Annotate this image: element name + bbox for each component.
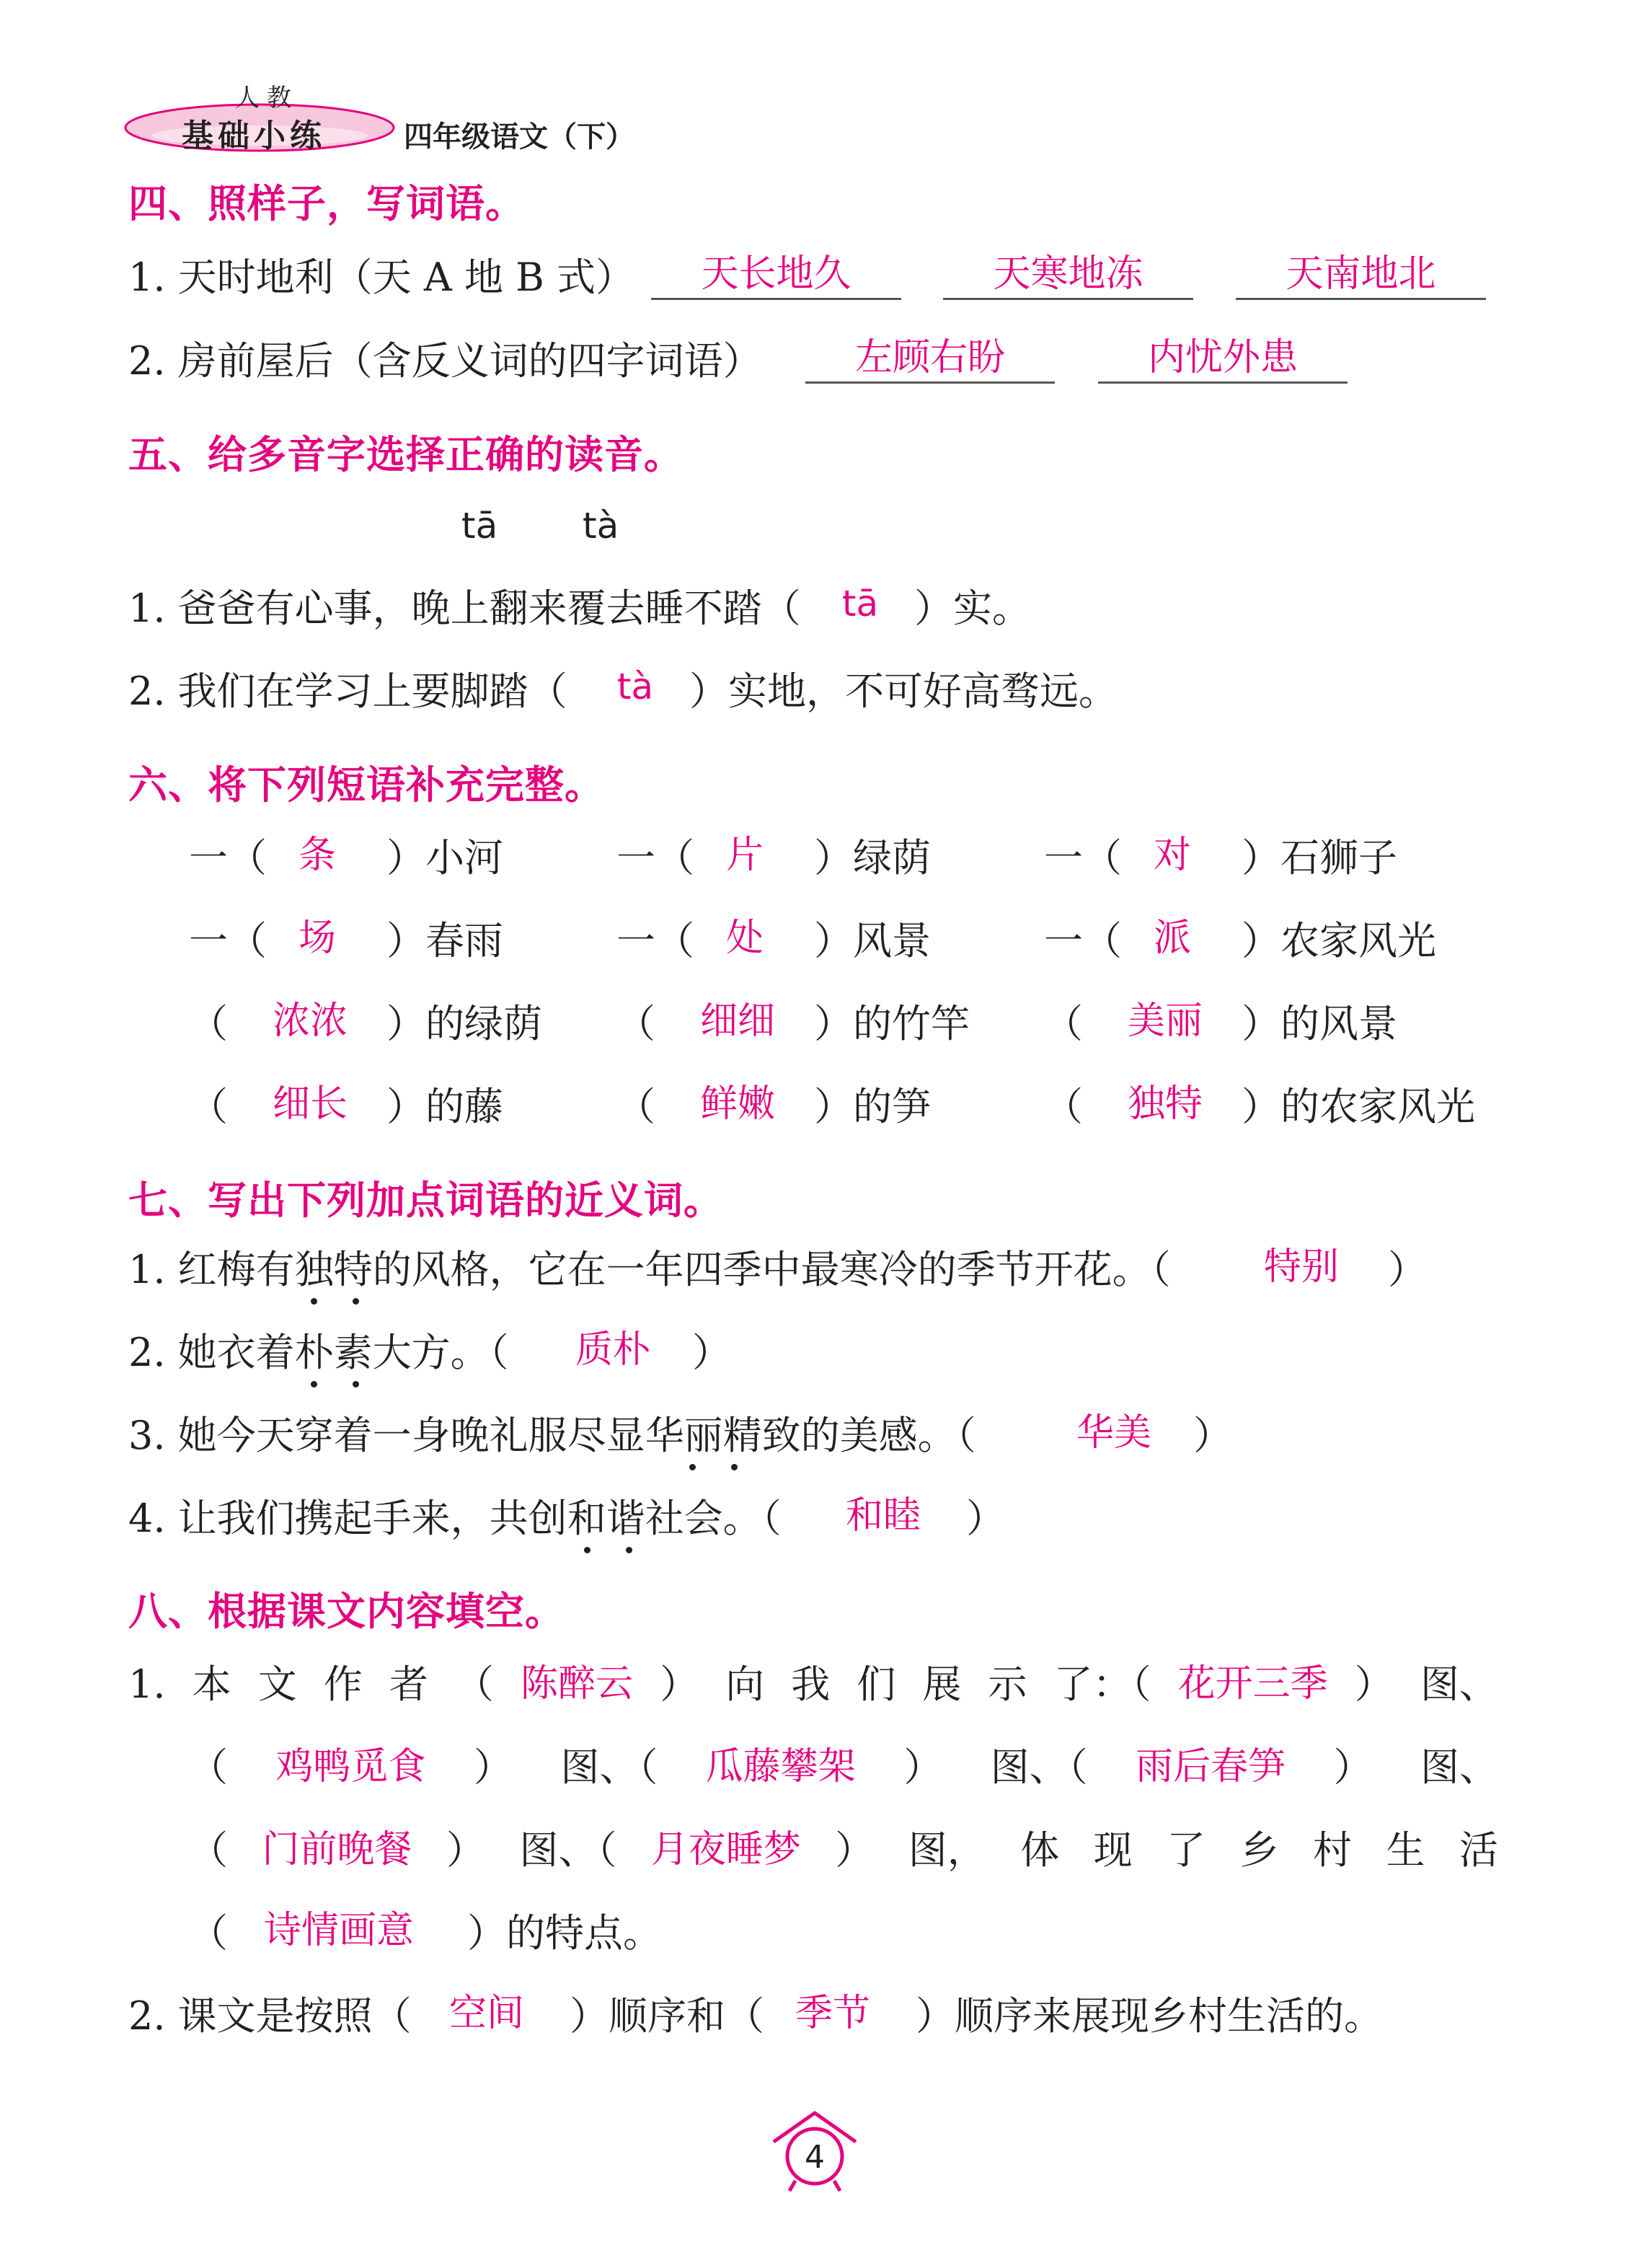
s8-q1-l1-token: 了：（ bbox=[1053, 1662, 1151, 1707]
s8-q1-l2-token: 图、（ bbox=[560, 1744, 658, 1790]
s6-r4-c3-answer: 独特 bbox=[1127, 1082, 1203, 1126]
s8-q1-l3-token: ） bbox=[835, 1827, 875, 1873]
s6-r4-c2-pre: （ bbox=[616, 1084, 655, 1129]
s7-q2-dotted-word: 朴素 bbox=[294, 1330, 373, 1375]
section-7-title: 七、写出下列加点词语的近义词。 bbox=[128, 1178, 723, 1223]
s7-q2-before: 2. 她衣着 bbox=[128, 1330, 295, 1375]
s6-r4-c2-answer: 鲜嫩 bbox=[699, 1082, 775, 1126]
s6-r4-c1-post: ）的藤 bbox=[386, 1084, 503, 1129]
s6-r3-c1-post: ）的绿荫 bbox=[386, 1001, 542, 1046]
s8-q1-l2-token: ） bbox=[473, 1744, 513, 1790]
s8-q1-l1-token: ） bbox=[1354, 1662, 1394, 1707]
emphasis-dot bbox=[353, 1298, 359, 1305]
s8-q1-l2-token: （ bbox=[189, 1744, 228, 1790]
page-number: 4 bbox=[805, 2139, 825, 2176]
s8-q1-answer-picture-4: 雨后春笋 bbox=[1136, 1745, 1286, 1788]
answer-line bbox=[805, 381, 1055, 384]
s6-r3-c2-post: ）的竹竿 bbox=[814, 1001, 970, 1046]
publisher-label: 人教 bbox=[235, 84, 298, 112]
s4-q1-answer-2: 天寒地冻 bbox=[993, 252, 1143, 296]
s8-q1-line-1 bbox=[128, 1662, 1498, 1707]
emphasis-dot bbox=[584, 1547, 590, 1553]
s6-r1-c2-pre: 一（ bbox=[616, 835, 694, 881]
s8-q1-line-3 bbox=[189, 1827, 1498, 1873]
s7-q4-answer: 和睦 bbox=[845, 1494, 921, 1537]
s7-q4-before: 4. 让我们携起手来，共创 bbox=[128, 1496, 567, 1541]
s6-r3-c1-answer: 浓浓 bbox=[272, 1000, 348, 1043]
s6-r1-c1-pre: 一（ bbox=[189, 835, 267, 881]
s6-r2-c1-answer: 场 bbox=[298, 917, 336, 960]
s4-q2-answer-2: 内忧外患 bbox=[1147, 336, 1298, 379]
s8-q2-answer-1: 空间 bbox=[448, 1992, 524, 2035]
s7-q2-close: ） bbox=[692, 1330, 731, 1375]
s6-r1-c2-answer: 片 bbox=[725, 834, 764, 877]
s4-q2-answer-1: 左顾右盼 bbox=[854, 336, 1005, 379]
s8-q1-l1-token: 本 bbox=[192, 1662, 231, 1707]
answer-line bbox=[1098, 381, 1348, 384]
s7-q4-dotted-word: 和谐 bbox=[567, 1496, 645, 1541]
s7-q3-close: ） bbox=[1193, 1413, 1232, 1458]
emphasis-dot bbox=[731, 1464, 738, 1470]
s6-r2-c2-pre: 一（ bbox=[616, 918, 694, 963]
s5-q1-text-after: ）实。 bbox=[914, 586, 1031, 631]
s8-q2-text-b: ）顺序和（ bbox=[570, 1993, 764, 2039]
s8-q1-l4-pre: （ bbox=[189, 1910, 228, 1956]
s8-q1-l3-token: ） bbox=[446, 1827, 485, 1873]
s6-r4-c1-pre: （ bbox=[189, 1084, 228, 1129]
s7-q2-line bbox=[128, 1330, 509, 1375]
s8-q1-l1-token: 1. bbox=[128, 1662, 166, 1707]
s6-r1-c3-pre: 一（ bbox=[1044, 835, 1122, 881]
s4-q1-answer-3: 天南地北 bbox=[1286, 252, 1436, 296]
s6-r4-c2-post: ）的笋 bbox=[814, 1084, 931, 1129]
s8-q1-answer-picture-3: 瓜藤攀架 bbox=[705, 1745, 856, 1788]
s8-q1-l2-token: 图、（ bbox=[990, 1744, 1088, 1790]
s6-r1-c3-answer: 对 bbox=[1153, 834, 1191, 877]
s5-q2-text-after: ）实地，不可好高骛远。 bbox=[689, 669, 1118, 714]
s8-q1-l1-token: 示 bbox=[988, 1662, 1027, 1707]
emphasis-dot bbox=[311, 1298, 317, 1305]
answer-line bbox=[1236, 298, 1486, 300]
s6-r1-c2-post: ）绿荫 bbox=[814, 835, 931, 881]
s6-r4-c3-pre: （ bbox=[1044, 1084, 1083, 1129]
s7-q3-line bbox=[128, 1413, 976, 1458]
pinyin-option-2: tà bbox=[583, 505, 619, 547]
s8-q1-l1-token: 我 bbox=[791, 1662, 831, 1707]
s8-q1-answer-picture-2: 鸡鸭觅食 bbox=[275, 1745, 426, 1788]
s8-q1-l1-token: 们 bbox=[857, 1662, 896, 1707]
s6-r2-c3-answer: 派 bbox=[1153, 917, 1191, 960]
s4-q2-prompt: 2. 房前屋后（含反义词的四字词语） bbox=[128, 338, 762, 384]
s6-r1-c3-post: ）石狮子 bbox=[1242, 835, 1397, 881]
s5-q2-text-before: 2. 我们在学习上要脚踏（ bbox=[128, 669, 567, 714]
s6-r2-c2-post: ）风景 bbox=[814, 918, 931, 963]
s6-r3-c3-post: ）的风景 bbox=[1242, 1001, 1397, 1046]
answer-line bbox=[943, 298, 1193, 300]
s8-q1-l2-token: ） bbox=[1333, 1744, 1373, 1790]
s6-r1-c1-post: ）小河 bbox=[386, 835, 503, 881]
s8-q1-l3-token: 活 bbox=[1459, 1827, 1498, 1873]
s8-q1-l3-token: 生 bbox=[1386, 1827, 1425, 1873]
s6-r3-c1-pre: （ bbox=[189, 1001, 228, 1046]
s8-q1-l1-token: 图、 bbox=[1420, 1662, 1498, 1707]
s6-r2-c3-pre: 一（ bbox=[1044, 918, 1122, 963]
s5-q1-text-before: 1. 爸爸有心事，晚上翻来覆去睡不踏（ bbox=[128, 586, 801, 631]
s7-q4-close: ） bbox=[966, 1496, 1005, 1541]
s8-q1-l1-token: 展 bbox=[922, 1662, 962, 1707]
s6-r3-c2-pre: （ bbox=[616, 1001, 655, 1046]
s6-r4-c3-post: ）的农家风光 bbox=[1242, 1084, 1475, 1129]
s6-r3-c3-answer: 美丽 bbox=[1127, 1000, 1203, 1043]
s7-q2-answer: 质朴 bbox=[575, 1328, 650, 1372]
s8-q1-l4-post: ）的特点。 bbox=[467, 1910, 662, 1956]
s5-q1-answer: tā bbox=[841, 583, 879, 625]
s8-q1-answer-author: 陈醉云 bbox=[521, 1662, 634, 1706]
s5-q2-answer: tà bbox=[616, 666, 654, 707]
s7-q3-after: 精致的美感。（ bbox=[722, 1413, 976, 1458]
s7-q1-dotted-word: 独特 bbox=[294, 1247, 373, 1292]
s8-q1-answer-picture-5: 门前晚餐 bbox=[262, 1828, 412, 1871]
s7-q3-answer: 华美 bbox=[1076, 1411, 1151, 1455]
s7-q1-before: 1. 红梅有 bbox=[128, 1247, 295, 1292]
s8-q1-l1-token: 者 bbox=[389, 1662, 428, 1707]
s4-q1-answer-1: 天长地久 bbox=[701, 252, 851, 296]
s7-q3-before: 3. 她今天穿着一身晚礼服尽显 bbox=[128, 1413, 645, 1458]
s8-q1-l3-token: 体 bbox=[1020, 1827, 1060, 1873]
s8-q1-l3-token: 村 bbox=[1313, 1827, 1353, 1873]
s6-r2-c3-post: ）农家风光 bbox=[1242, 918, 1436, 963]
s8-q1-l1-token: （ bbox=[454, 1662, 494, 1707]
emphasis-dot bbox=[626, 1547, 632, 1553]
s8-q1-l1-token: 向 bbox=[725, 1662, 765, 1707]
s8-q1-l3-token: 图， bbox=[908, 1827, 986, 1873]
s7-q1-line bbox=[128, 1247, 1171, 1292]
s8-q1-l3-token: （ bbox=[189, 1827, 228, 1873]
s8-q1-l3-token: 乡 bbox=[1239, 1827, 1279, 1873]
s8-q1-answer-feature: 诗情画意 bbox=[263, 1909, 414, 1952]
s8-q1-l1-token: 文 bbox=[257, 1662, 297, 1707]
s8-q1-answer-picture-1: 花开三季 bbox=[1177, 1662, 1328, 1706]
series-title: 基础小练 bbox=[182, 118, 326, 154]
answer-line bbox=[651, 298, 901, 300]
emphasis-dot bbox=[311, 1381, 317, 1387]
s8-q1-l3-token: 了 bbox=[1167, 1827, 1206, 1873]
section-5-title: 五、给多音字选择正确的读音。 bbox=[128, 432, 684, 477]
s8-q1-l1-token: 作 bbox=[323, 1662, 363, 1707]
s7-q4-after: 社会。（ bbox=[645, 1496, 782, 1541]
grade-subject: 四年级语文（下） bbox=[404, 120, 634, 154]
s8-q1-l3-token: 图、（ bbox=[519, 1827, 617, 1873]
emphasis-dot bbox=[353, 1381, 359, 1387]
s4-q1-prompt: 1. 天时地利（天 A 地 B 式） bbox=[128, 255, 635, 300]
s8-q1-answer-picture-6: 月夜睡梦 bbox=[650, 1828, 801, 1871]
s7-q1-after: 的风格，它在一年四季中最寒冷的季节开花。（ bbox=[372, 1247, 1171, 1292]
s7-q2-after: 大方。（ bbox=[372, 1330, 509, 1375]
s7-q3-dotted-word: 华丽 bbox=[645, 1413, 723, 1458]
s6-r4-c1-answer: 细长 bbox=[272, 1082, 348, 1126]
s6-r3-c2-answer: 细细 bbox=[699, 1000, 775, 1043]
emphasis-dot bbox=[689, 1464, 696, 1470]
s8-q2-text-a: 2. 课文是按照（ bbox=[128, 1993, 412, 2039]
section-8-title: 八、根据课文内容填空。 bbox=[128, 1589, 565, 1634]
s7-q1-answer: 特别 bbox=[1263, 1245, 1339, 1289]
pinyin-option-1: tā bbox=[461, 505, 498, 547]
s8-q1-line-2 bbox=[189, 1744, 1498, 1790]
s8-q1-l3-token: 现 bbox=[1093, 1827, 1133, 1873]
s7-q1-close: ） bbox=[1388, 1247, 1427, 1292]
section-6-title: 六、将下列短语补充完整。 bbox=[128, 762, 604, 808]
s6-r3-c3-pre: （ bbox=[1044, 1001, 1083, 1046]
s8-q2-answer-2: 季节 bbox=[795, 1992, 870, 2035]
s6-r2-c2-answer: 处 bbox=[725, 917, 764, 960]
s8-q1-l2-token: 图、 bbox=[1420, 1744, 1498, 1790]
s8-q1-l2-token: ） bbox=[903, 1744, 943, 1790]
s8-q1-l1-token: ） bbox=[660, 1662, 699, 1707]
s6-r1-c1-answer: 条 bbox=[298, 834, 336, 877]
s6-r2-c1-pre: 一（ bbox=[189, 918, 267, 963]
s7-q4-line bbox=[128, 1496, 782, 1541]
s6-r2-c1-post: ）春雨 bbox=[386, 918, 503, 963]
section-4-title: 四、照样子，写词语。 bbox=[128, 181, 525, 226]
s8-q2-text-c: ）顺序来展现乡村生活的。 bbox=[916, 1993, 1383, 2039]
